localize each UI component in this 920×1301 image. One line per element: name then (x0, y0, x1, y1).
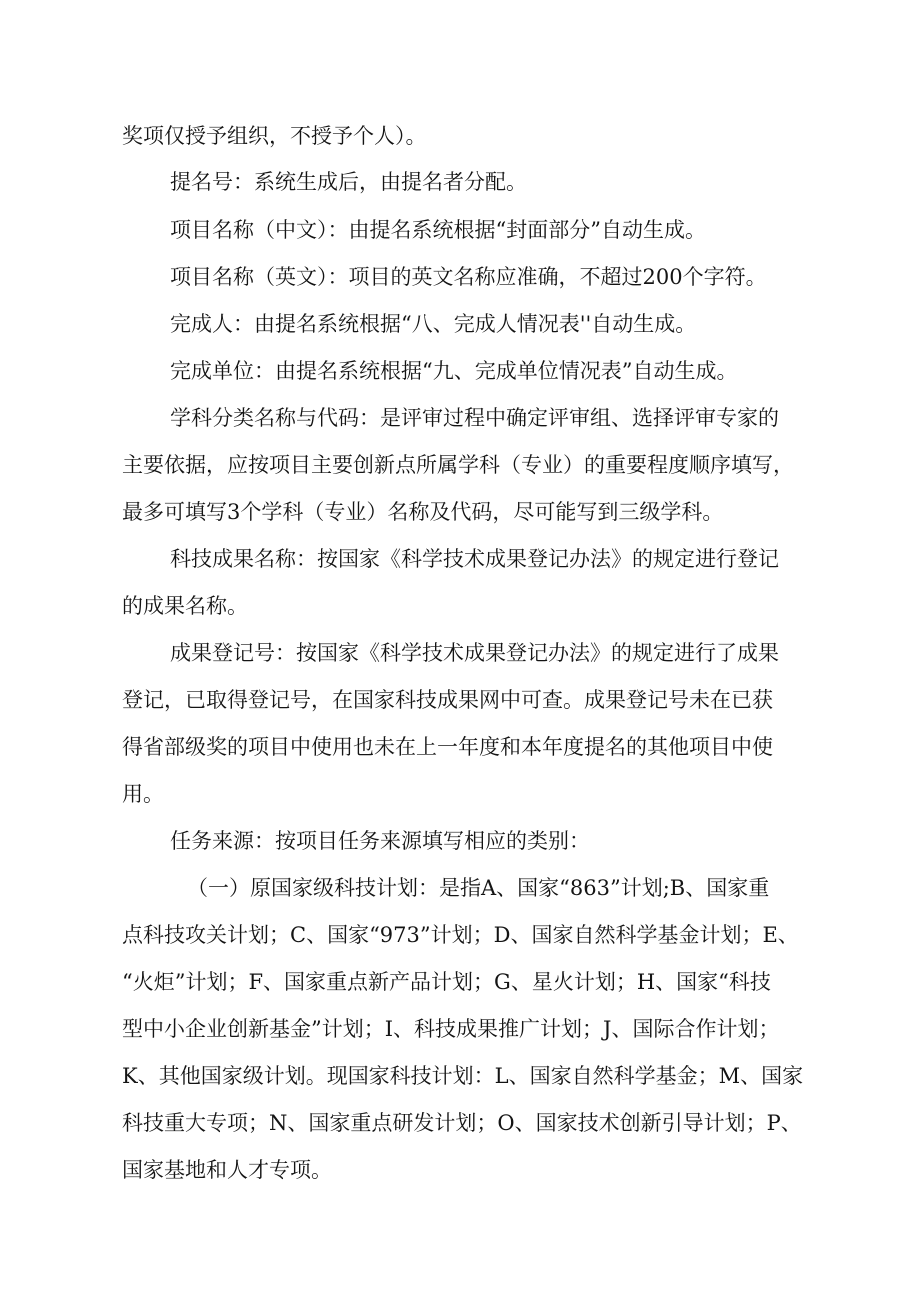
text-line: “火炬”计划；F、国家重点新产品计划；G、星火计划；H、国家“科技 (122, 970, 771, 994)
text-line: 的成果名称。 (122, 594, 248, 618)
text-line: 提名号：系统生成后，由提名者分配。 (170, 170, 527, 194)
text-line: 奖项仅授予组织，不授予个人）。 (122, 124, 427, 148)
text-line: 用。 (122, 782, 164, 806)
text-line: 科技成果名称：按国家《科学技术成果登记办法》的规定进行登记 (170, 547, 779, 571)
text-line: 项目名称（英文）：项目的英文名称应准确，不超过200个字符。 (170, 265, 767, 289)
text-line: 科技重大专项；N、国家重点研发计划；O、国家技术创新引导计划；P、 (122, 1111, 802, 1135)
text-line: 最多可填写3个学科（专业）名称及代码，尽可能写到三级学科。 (122, 500, 724, 524)
text-line: 成果登记号：按国家《科学技术成果登记办法》的规定进行了成果 (170, 641, 779, 665)
text-line: 登记，已取得登记号，在国家科技成果网中可查。成果登记号未在已获 (122, 688, 773, 712)
text-line: 任务来源：按项目任务来源填写相应的类别： (170, 829, 590, 853)
text-line: 国家基地和人才专项。 (122, 1158, 332, 1182)
text-line: （一）原国家级科技计划：是指A、国家“863”计划;B、国家重 (187, 876, 770, 900)
text-line: 完成单位：由提名系统根据“九、完成单位情况表”自动生成。 (170, 359, 738, 383)
text-line: 型中小企业创新基金”计划；I、科技成果推广计划；J、国际合作计划； (122, 1017, 780, 1041)
text-line: 主要依据，应按项目主要创新点所属学科（专业）的重要程度顺序填写， (122, 453, 794, 477)
text-line: 学科分类名称与代码：是评审过程中确定评审组、选择评审专家的 (170, 406, 779, 430)
text-line: 完成人：由提名系统根据“八、完成人情况表''自动生成。 (170, 312, 697, 336)
text-line: 点科技攻关计划；C、国家“973”计划；D、国家自然科学基金计划；E、 (122, 923, 799, 947)
text-line: 项目名称（中文）：由提名系统根据“封面部分”自动生成。 (170, 218, 706, 242)
text-line: K、其他国家级计划。现国家科技计划：L、国家自然科学基金；M、国家 (122, 1064, 804, 1088)
text-line: 得省部级奖的项目中使用也未在上一年度和本年度提名的其他项目中使 (122, 735, 773, 759)
